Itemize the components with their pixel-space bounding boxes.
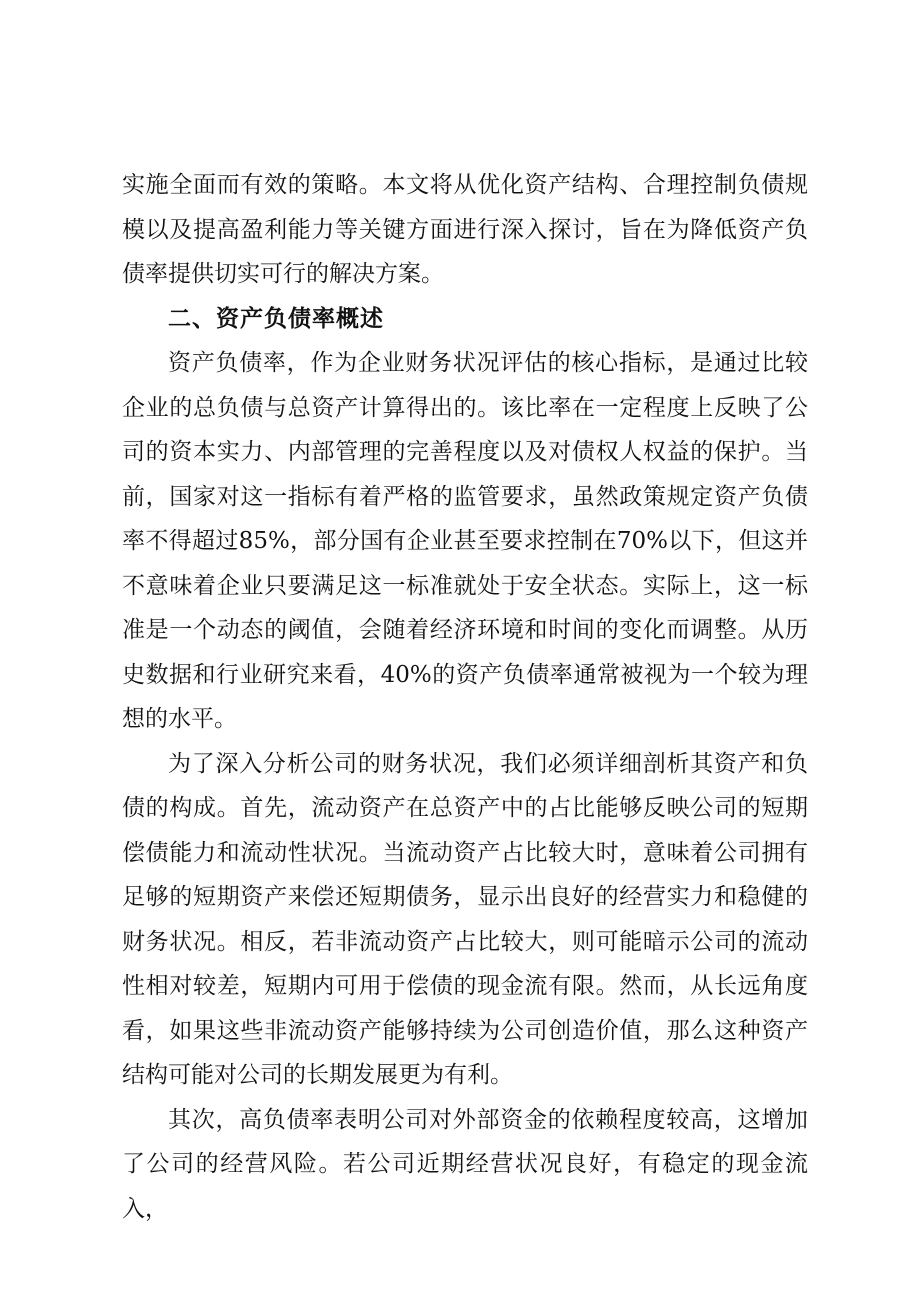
paragraph-overview: 资产负债率，作为企业财务状况评估的核心指标，是通过比较企业的总负债与总资产计算得出的。该比率在一定程度上反映了公司的资本实力、内部管理的完善程度以及对债权人权益的保护。当前，国家对这一指标有着严格的监管要求，虽然政策规定资产负债率不得超过85%，部分国有企业甚至要求控制在70%以下，但这并不意味着企业只要满足这一标准就处于安全状态。实际上，这一标准是一个动态的阈值，会随着经济环境和时间的变化而调整。从历史数据和行业研究来看，40%的资产负债率通常被视为一个较为理想的水平。 — [122, 350, 808, 732]
section-heading: 二、资产负债率概述 — [168, 304, 384, 332]
paragraph-asset-analysis: 为了深入分析公司的财务状况，我们必须详细剖析其资产和负债的构成。首先，流动资产在总资产中的占比能够反映公司的短期偿债能力和流动性状况。当流动资产占比较大时，意味着公司拥有足够的短期资产来偿还短期债务，显示出良好的经营实力和稳健的财务状况。相反，若非流动资产占比较大，则可能暗示公司的流动性相对较差，短期内可用于偿债的现金流有限。然而，从长远角度看，如果这些非流动资产能够持续为公司创造价值，那么这种资产结构可能对公司的长期发展更为有利。 — [122, 750, 808, 1088]
document-body — [122, 163, 808, 1231]
paragraph-intro-continuation: 实施全面而有效的策略。本文将从优化资产结构、合理控制负债规模以及提高盈利能力等关键方面进行深入探讨，旨在为降低资产负债率提供切实可行的解决方案。 — [122, 172, 808, 287]
paragraph-debt-risk: 其次，高负债率表明公司对外部资金的依赖程度较高，这增加了公司的经营风险。若公司近期经营状况良好，有稳定的现金流入， — [122, 1106, 808, 1222]
